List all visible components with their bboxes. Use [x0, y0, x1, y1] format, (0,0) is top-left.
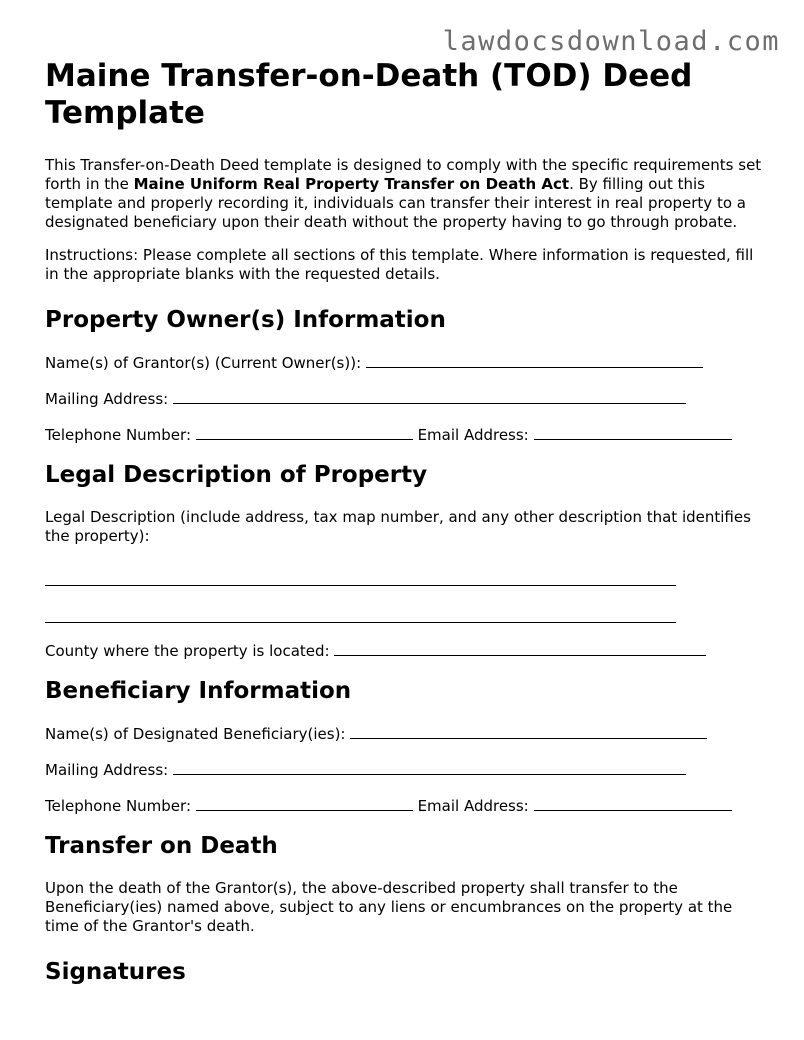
page-title: Maine Transfer-on-Death (TOD) Deed Template — [45, 58, 693, 131]
beneficiary-section-heading: Beneficiary Information — [45, 678, 352, 704]
legal-description-line-1[interactable] — [45, 584, 676, 586]
owner-contact-row — [45, 425, 765, 445]
county-label: County where the property is located: — [45, 642, 330, 660]
beneficiary-address-field[interactable] — [173, 760, 686, 775]
grantor-name-label: Name(s) of Grantor(s) (Current Owner(s)): — [45, 354, 362, 372]
legal-description-label: Legal Description (include address, tax map number, and any other description that identifies the property): — [45, 508, 751, 545]
beneficiary-name-row — [45, 724, 765, 744]
transfer-paragraph: Upon the death of the Grantor(s), the above-described property shall transfer to the Beneficiary(ies) named above, subject to any liens or encumbrances on the property at the time of the Grantor's death. — [45, 879, 733, 935]
transfer-section-heading: Transfer on Death — [45, 833, 278, 859]
beneficiary-email-label: Email Address: — [417, 797, 529, 815]
beneficiary-address-row — [45, 760, 765, 780]
owner-email-field[interactable] — [534, 425, 732, 440]
county-field[interactable] — [334, 641, 706, 656]
beneficiary-address-label: Mailing Address: — [45, 761, 169, 779]
intro-act-name: Maine Uniform Real Property Transfer on Death Act — [133, 175, 570, 193]
watermark: lawdocsdownload.com — [442, 26, 780, 57]
county-row — [45, 641, 765, 661]
owner-address-label: Mailing Address: — [45, 390, 169, 408]
instructions-paragraph: Instructions: Please complete all sections of this template. Where information is requested, fill in the appropriate blanks with the requested details. — [45, 246, 754, 283]
grantor-name-field[interactable] — [366, 353, 703, 368]
owner-email-label: Email Address: — [417, 426, 529, 444]
owner-address-row — [45, 389, 765, 409]
intro-paragraph — [45, 156, 765, 232]
beneficiary-name-label: Name(s) of Designated Beneficiary(ies): — [45, 725, 346, 743]
intro-text-part1: This Transfer-on-Death Deed template is designed to comply with the specific requirements set forth in the — [45, 156, 762, 193]
owner-phone-label: Telephone Number: — [45, 426, 191, 444]
intro-text-part2: . By filling out this template and properly recording it, individuals can transfer their interest in real property to a designated beneficiary upon their death without the property having to go through probate. — [45, 175, 746, 231]
owner-address-field[interactable] — [173, 389, 686, 404]
document-page — [45, 58, 765, 1005]
beneficiary-email-field[interactable] — [534, 796, 732, 811]
grantor-name-row — [45, 353, 765, 373]
legal-description-line-2[interactable] — [45, 621, 676, 623]
beneficiary-contact-row — [45, 796, 765, 816]
beneficiary-phone-label: Telephone Number: — [45, 797, 191, 815]
signatures-section-heading: Signatures — [45, 959, 186, 985]
beneficiary-phone-field[interactable] — [196, 796, 413, 811]
owner-phone-field[interactable] — [196, 425, 413, 440]
legal-section-heading: Legal Description of Property — [45, 462, 428, 488]
owner-section-heading: Property Owner(s) Information — [45, 307, 446, 333]
beneficiary-name-field[interactable] — [350, 724, 707, 739]
